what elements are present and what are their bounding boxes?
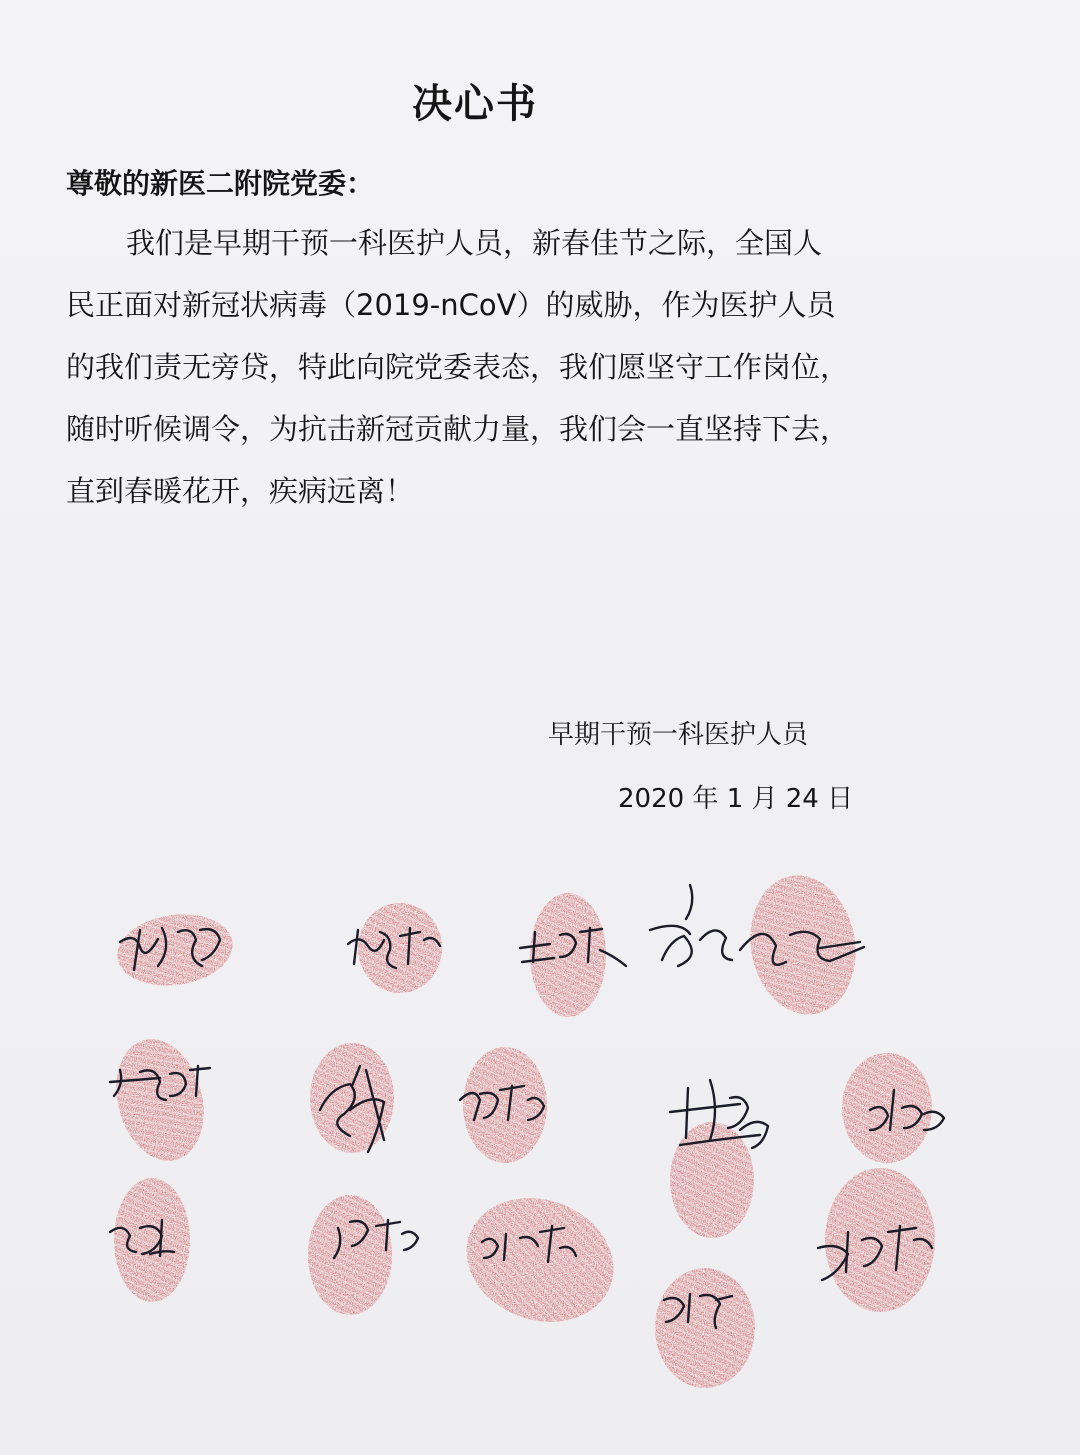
body-line: 民正面对新冠状病毒（2019-nCoV）的威胁，作为医护人员	[66, 288, 836, 322]
body-line: 我们是早期干预一科医护人员，新春佳节之际，全国人	[126, 226, 823, 260]
fingerprint-mark	[449, 1178, 631, 1342]
fingerprint-mark	[308, 1195, 392, 1315]
body-line: 随时听候调令，为抗击新冠贡献力量，我们会一直坚持下去，	[66, 412, 850, 446]
fingerprint-mark	[310, 1043, 394, 1153]
fingerprint-mark	[463, 1047, 547, 1163]
fingerprint-marks	[103, 867, 935, 1388]
signature-date: 2020 年 1 月 24 日	[618, 784, 854, 814]
signature-organization: 早期干预一科医护人员	[548, 720, 809, 750]
greeting: 尊敬的新医二附院党委：	[66, 167, 375, 200]
fingerprint-mark	[103, 1029, 216, 1171]
body-line: 的我们责无旁贷，特此向院党委表态，我们愿坚守工作岗位，	[66, 350, 850, 384]
fingerprint-mark	[114, 1178, 190, 1302]
fingerprint-mark	[655, 1268, 755, 1388]
page-title: 决心书	[412, 81, 538, 127]
fingerprint-mark	[113, 907, 238, 992]
body-line: 直到春暖花开，疾病远离！	[66, 474, 415, 508]
